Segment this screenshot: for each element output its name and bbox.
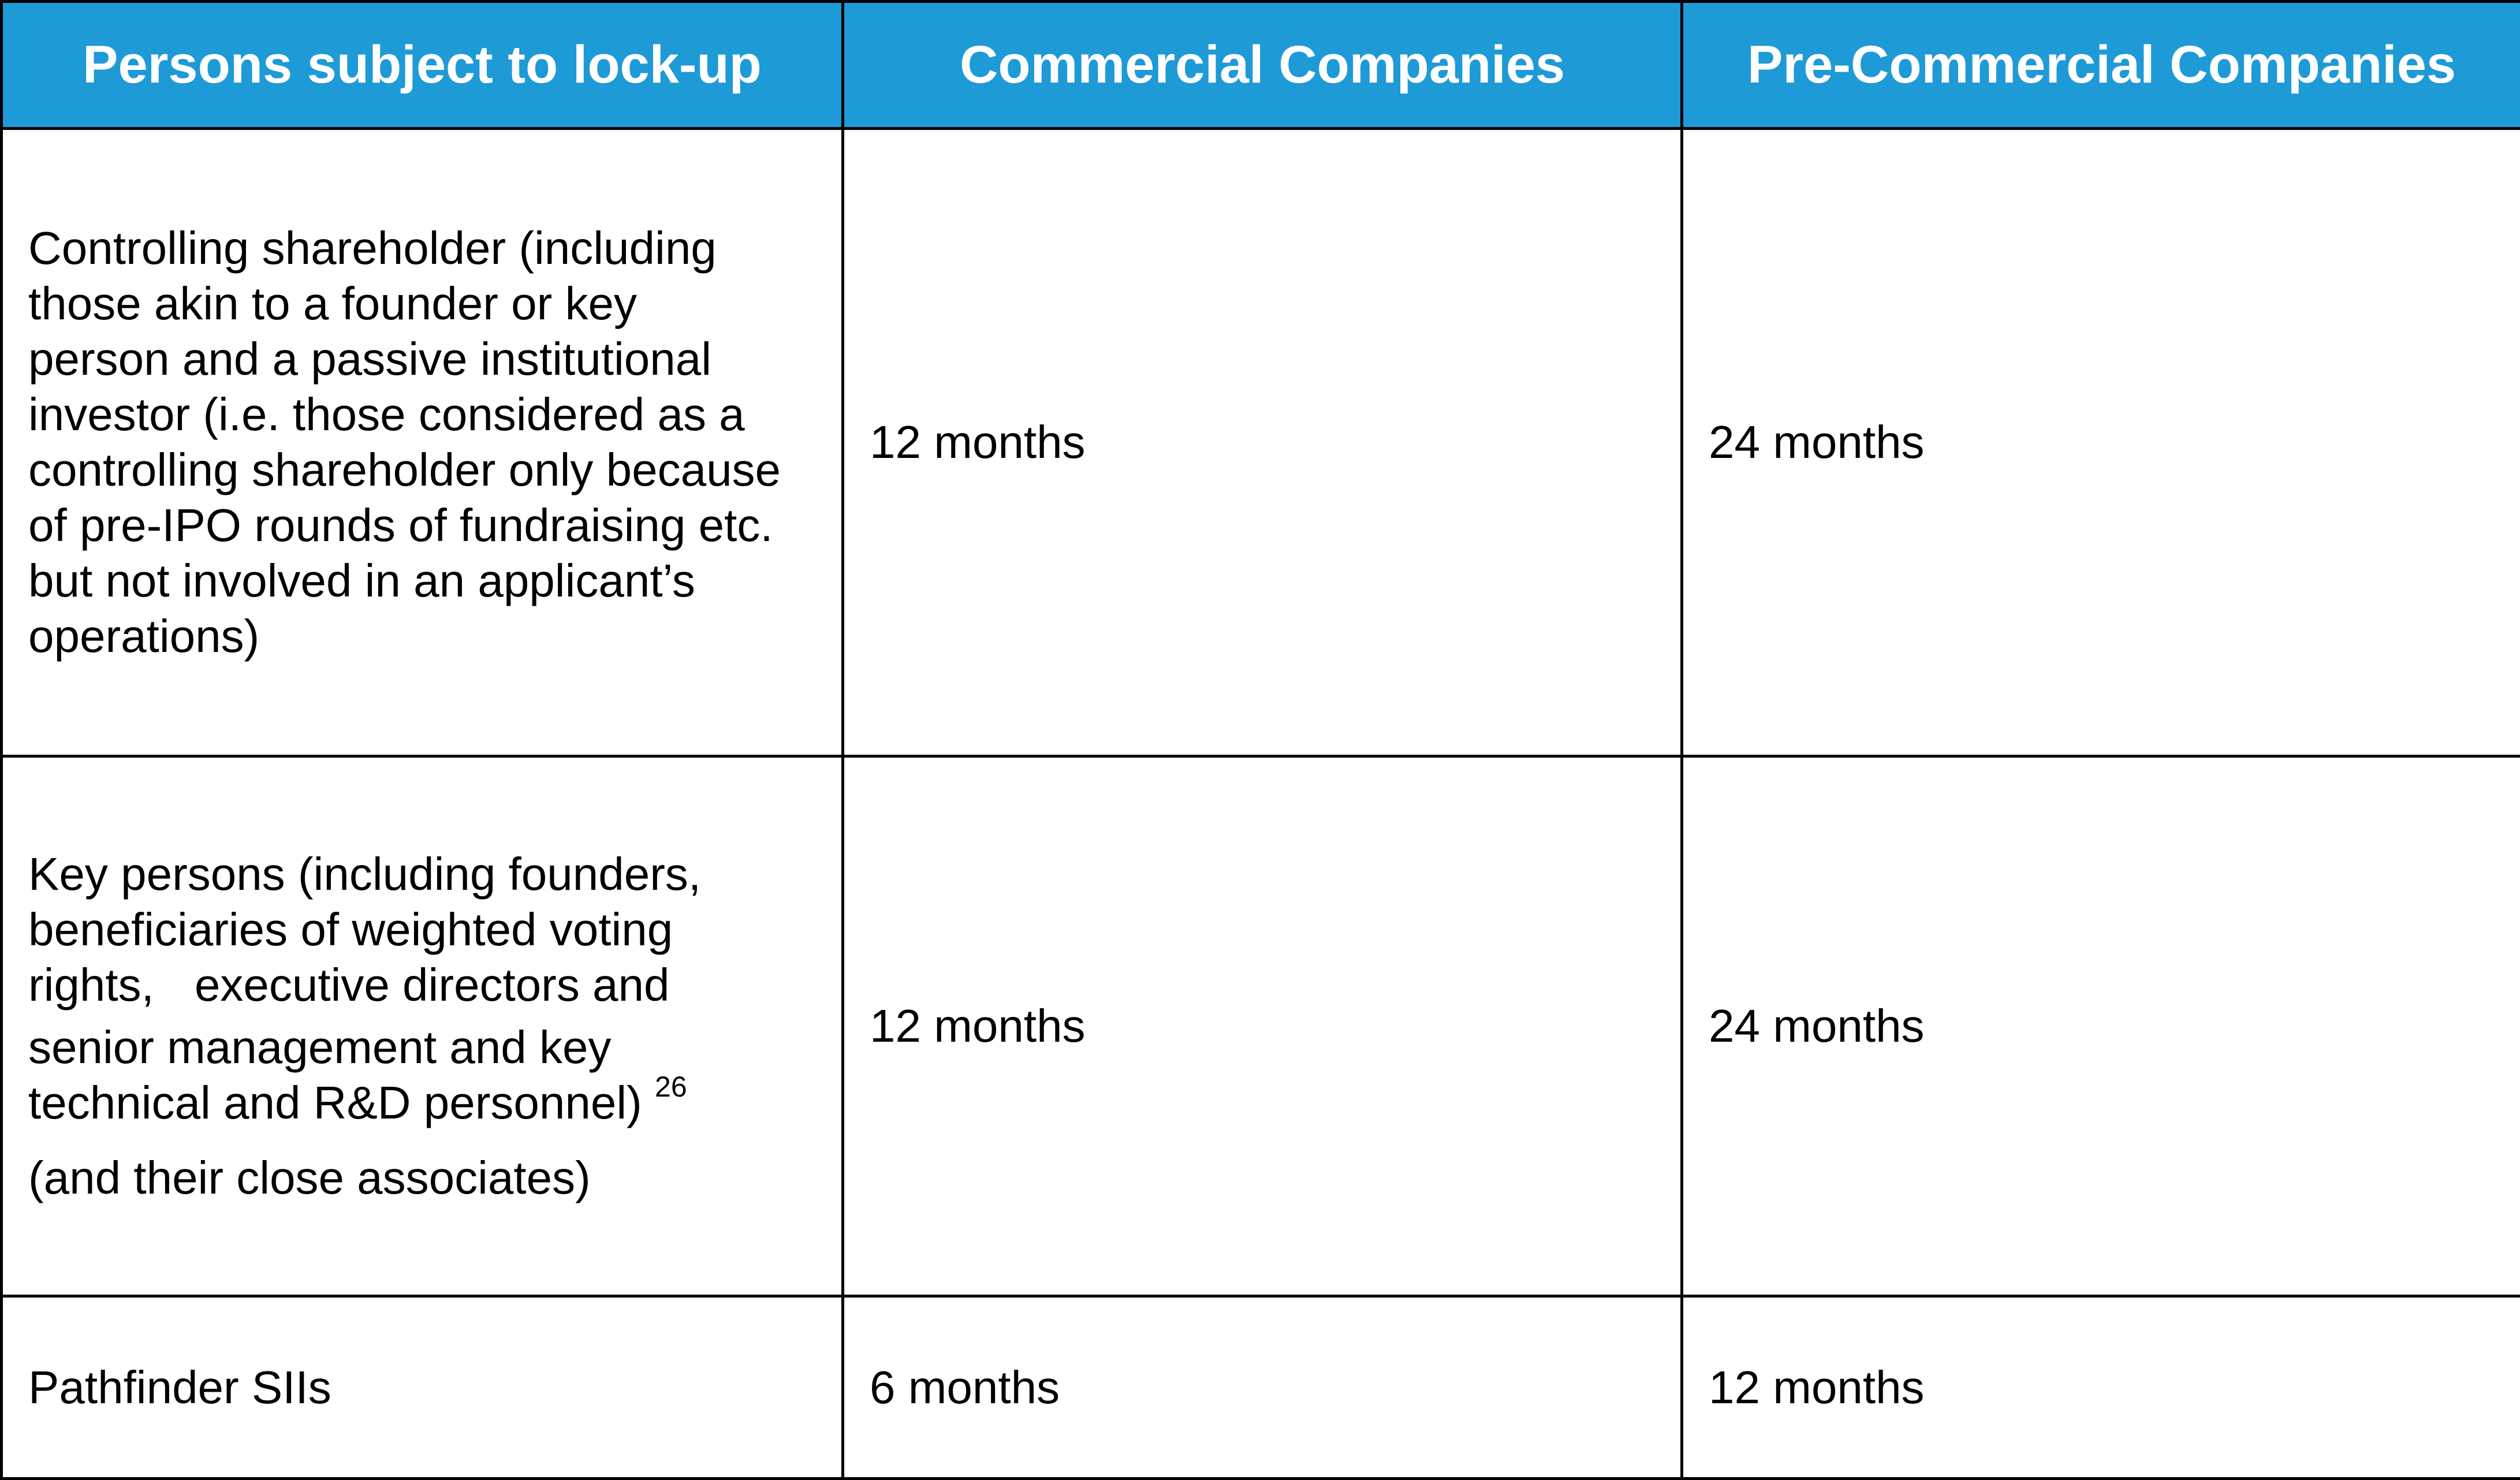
row-1-commercial: 12 months <box>843 129 1682 756</box>
row-2-person-line: senior management and key <box>28 1020 816 1075</box>
row-2-person-line: (and their close associates) <box>28 1150 816 1206</box>
row-1-persons <box>2 129 843 756</box>
table-row <box>2 129 2520 756</box>
row-2-person-line: beneficiaries of weighted voting <box>28 902 816 957</box>
row-1-person-line: of pre-IPO rounds of fundraising etc. <box>28 498 816 553</box>
table-row <box>2 756 2520 1296</box>
row-1-person-line: operations) <box>28 609 816 664</box>
row-2-person-line <box>28 1075 816 1131</box>
row-1-person-line: Controlling shareholder (including <box>28 221 816 276</box>
row-1-person-line: those akin to a founder or key <box>28 276 816 331</box>
row-1-pre-commercial: 24 months <box>1682 129 2520 756</box>
row-3-persons: Pathfinder SIIs <box>2 1296 843 1479</box>
row-1-person-line: investor (i.e. those considered as a <box>28 387 816 442</box>
row-3-commercial: 6 months <box>843 1296 1682 1479</box>
row-2-person-line-part: rights, <box>28 959 154 1011</box>
row-2-persons <box>2 756 843 1296</box>
header-pre-commercial: Pre-Commercial Companies <box>1682 2 2520 129</box>
row-1-person-line: but not involved in an applicant’s <box>28 553 816 609</box>
row-1-person-line: person and a passive institutional <box>28 331 816 387</box>
row-2-person-line <box>28 957 816 1013</box>
row-2-person-line-part: technical and R&D personnel) <box>28 1077 642 1128</box>
row-2-person-line: Key persons (including founders, <box>28 847 816 902</box>
row-2-pre-commercial: 24 months <box>1682 756 2520 1296</box>
header-row <box>2 2 2520 129</box>
row-3-pre-commercial: 12 months <box>1682 1296 2520 1479</box>
header-commercial: Commercial Companies <box>843 2 1682 129</box>
table-row <box>2 1296 2520 1479</box>
footnote-marker: 26 <box>655 1071 687 1103</box>
row-1-person-line: controlling shareholder only because <box>28 442 816 498</box>
header-persons: Persons subject to lock-up <box>2 2 843 129</box>
row-2-person-line-part: executive directors and <box>195 959 670 1011</box>
row-2-commercial: 12 months <box>843 756 1682 1296</box>
